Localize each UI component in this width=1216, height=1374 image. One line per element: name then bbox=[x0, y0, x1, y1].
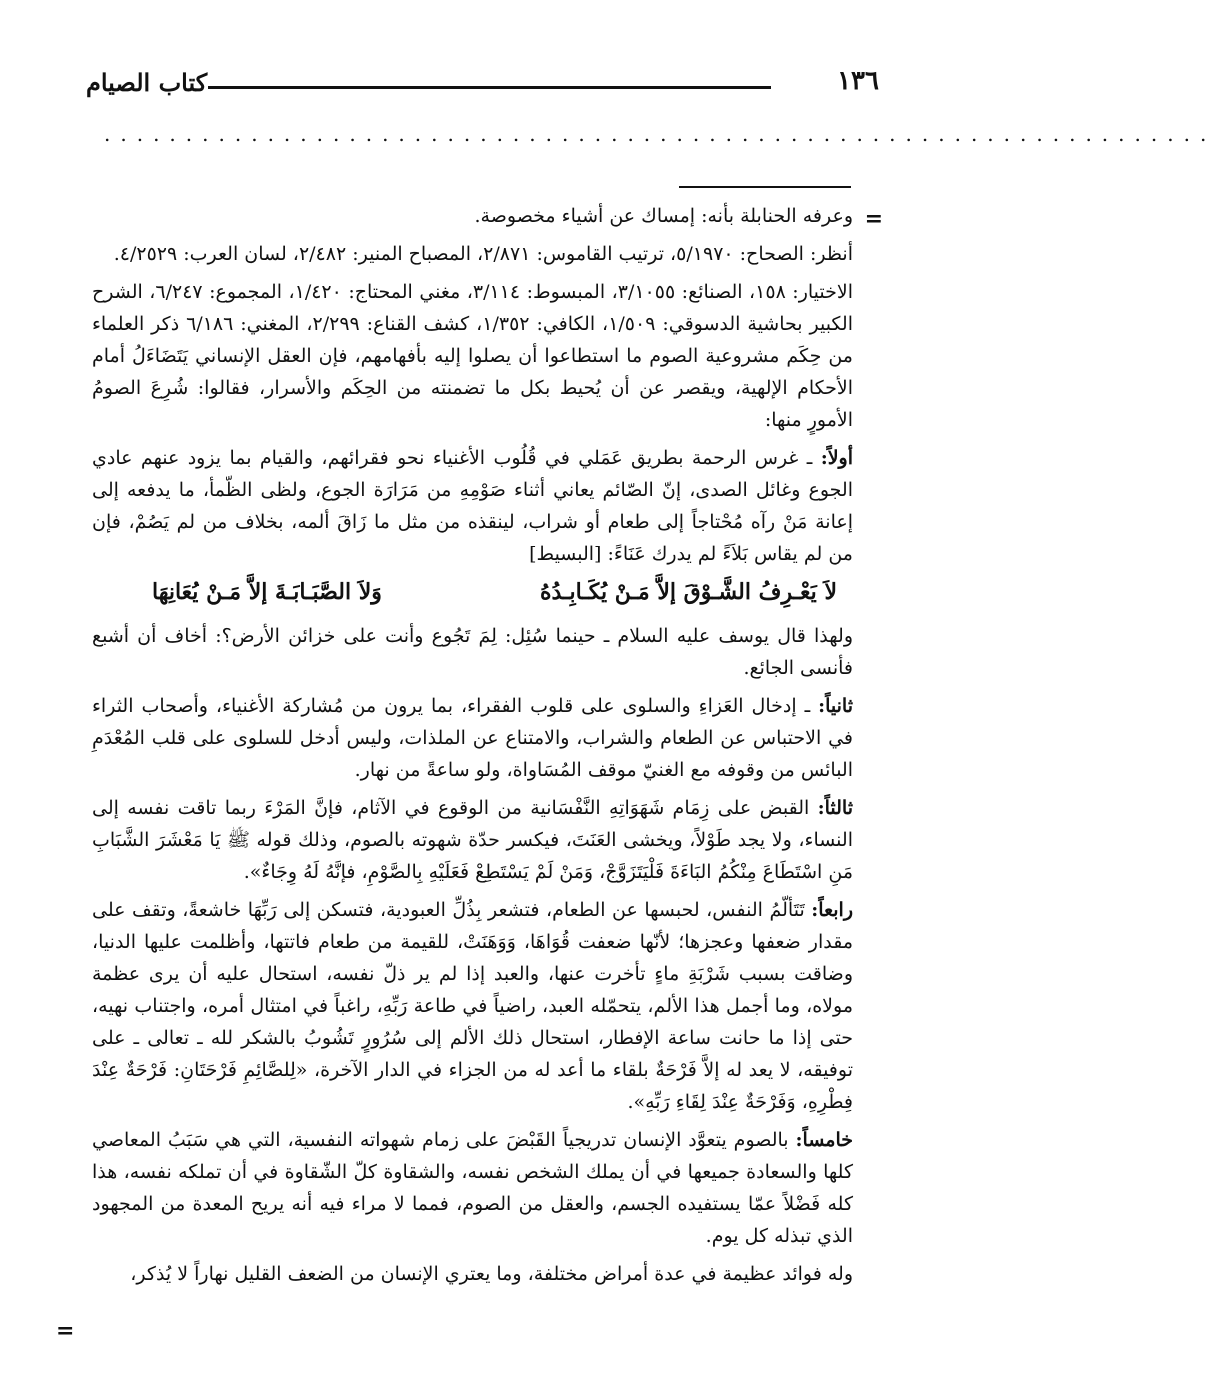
paragraph-text: ـ غرس الرحمة بطريق عَمَلي في قُلُوب الأغنياء نحو فقرائهم، والقيام بما يزود عنهم عادي الجوع وغائل الصدى، إنّ الصّائم يعاني أثناء صَوْمِهِ من مَرَارَة الجوع، ولظى الظّمأ، ما يدفعه إلى إعانة مَنْ رآه مُحْتاجاً إلى طعام أو شراب، لينقذه من مثل ما زَاقَ ألمه، بخلاف من لم يَصُمْ، فإن من لم يقاس بَلاَءً لم يدرك عَنَاءً: [البسيط] bbox=[92, 447, 853, 565]
paragraph-text: بالصوم يتعوَّد الإنسان تدريجياً القَبْضَ على زمام شهواته النفسية، التي هي سَبَبُ المعاصي كلها والسعادة جميعها في أن يملك الشخص نفسه، والشقاوة كلّ الشّقاوة في أن تملكه نفسه، هذا كله فَضْلاً عمّا يستفيده الجسم، والعقل من الصوم، فمما لا مراء فيه أنه يريح المعدة من المجهود الذي تبذله كل يوم. bbox=[92, 1129, 853, 1247]
paragraph-text: القبض على زِمَام شَهَوَاتِهِ النَّفْسَانية من الوقوع في الآثام، فإنَّ المَرْءَ ربما تاقت نفسه إلى النساء، ولا يجد طَوْلاً، ويخشى العَنَتَ، فيكسر حدّة شهوته بالصوم، وذلك قوله ﷺ يَا مَعْشَرَ الشَّبَابِ مَنِ اسْتَطَاعَ مِنْكُمُ البَاءَةَ فَلْيَتَزَوَّجْ، وَمَنْ لَمْ يَسْتَطِعْ فَعَلَيْهِ بِالصَّوْمِ، فإنَّهُ لَهُ وِجَاءٌ». bbox=[92, 797, 853, 883]
paragraph bbox=[92, 690, 853, 786]
paragraph-lead: خامساً: bbox=[795, 1129, 853, 1151]
paragraph-text: أنظر: الصحاح: ٥/١٩٧٠، ترتيب القاموس: ٢/٨٧١، المصباح المنير: ٢/٤٨٢، لسان العرب: ٤/٢٥٢٩. bbox=[113, 243, 853, 265]
paragraph bbox=[92, 1258, 853, 1290]
header-rule bbox=[208, 86, 771, 89]
paragraph-text: وله فوائد عظيمة في عدة أمراض مختلفة، وما يعتري الإنسان من الضعف القليل نهاراً لا يُذكر، bbox=[130, 1263, 853, 1285]
page-number: ١٣٦ bbox=[837, 66, 879, 96]
paragraph bbox=[92, 620, 853, 684]
paragraph bbox=[92, 238, 853, 270]
verse-first-hemistich: لاَ يَعْـرِفُ الشَّـوْقَ إلاَّ مَـنْ يُكَـابِـدُهُ bbox=[540, 579, 837, 605]
paragraph-text: ـ إدخال العَزاءِ والسلوى على قلوب الفقراء، بما يرون من مُشاركة الأغنياء، وأصحاب الثراء في الاحتباس عن الطعام والشراب، والامتناع عن الملذات، وليس أدخل للسلوى على قلب المُعْدَمِ البائس من وقوفه مع الغنيّ موقف المُسَاواة، ولو ساعةً من نهار. bbox=[92, 695, 853, 781]
continuation-mark-top: = bbox=[864, 206, 883, 232]
book-title: كتاب الصيام bbox=[86, 68, 208, 97]
paragraph bbox=[92, 1124, 853, 1252]
paragraph-text: الاختيار: ١٥٨، الصنائع: ٣/١٠٥٥، المبسوط: ٣/١١٤، مغني المحتاج: ١/٤٢٠، المجموع: ٦/٢٤٧، الشرح الكبير بحاشية الدسوقي: ١/٥٠٩، الكافي: ١/٣٥٢، كشف القناع: ٢/٢٩٩، المغني: ٦/١٨٦ ذكر العلماء من حِكَم مشروعية الصوم ما استطاعوا أن يصلوا إليه بأفهامهم، فإن العقل الإنساني يَتَضَاءَلُ أمام الأحكام الإلهية، ويقصر عن أن يُحيط بكل ما تضمنته من الحِكَم والأسرار، فقالوا: شُرِعَ الصومُ الأمورٍ منها: bbox=[92, 281, 853, 431]
dotted-separator: .................................................................... bbox=[104, 122, 1216, 146]
paragraph bbox=[92, 894, 853, 1118]
footnote-rule bbox=[679, 186, 851, 188]
paragraph-text: تَتَألّمُ النفس، لحبسها عن الطعام، فتشعر بِذُلِّ العبودية، فتسكن إلى رَبِّهَا خاشعةً، وتقف على مقدار ضعفها وعجزها؛ لأنّها ضعفت قُوَاهَا، وَوَهَنَتْ، للقيمة من طعام فاتتها، وأظلمت عليها الدنيا، وضاقت بسبب شَرْبَةِ ماءٍ تأخرت عنها، والعبد إذا لم ير ذلّ نفسه، استحال عليه أن يرى عظمة مولاه، وما أجمل هذا الألم، يتحمّله العبد، راضياً في طاعة رَبِّهِ، راغباً في امتثال أمره، واجتناب نهيه، حتى إذا ما حانت ساعة الإفطار، استحال ذلك الألم إلى سُرُورٍ تَشُوبُ بالشكر لله ـ تعالى ـ على توفيقه، لا يعد له إلاَّ فَرْحَةٌ بلقاء ما أعد له من الجزاء في الدار الآخرة، «لِلصَّائِمِ فَرْحَتَانِ: فَرْحَةٌ عِنْدَ فِطْرِهِ، وَفَرْحَةٌ عِنْدَ لِقَاءِ رَبِّهِ». bbox=[92, 899, 853, 1113]
footnote-body bbox=[92, 200, 853, 1296]
paragraph-text: وعرفه الحنابلة بأنه: إمساك عن أشياء مخصوصة. bbox=[474, 205, 853, 227]
verse-second-hemistich: وَلاَ الصَّبَـابَـةَ إلاَّ مَـنْ يُعَانِهَا bbox=[152, 579, 382, 605]
page-header bbox=[86, 62, 879, 102]
paragraph-text: ولهذا قال يوسف عليه السلام ـ حينما سُئِل: لِمَ تَجُوع وأنت على خزائن الأرض؟: أخاف أن أشبع فأنسى الجائع. bbox=[92, 625, 853, 679]
poetry-verse bbox=[92, 576, 853, 608]
paragraph-lead: ثالثاً: bbox=[817, 797, 853, 819]
paragraph bbox=[92, 200, 853, 232]
paragraph-lead: رابعاً: bbox=[811, 899, 853, 921]
paragraph bbox=[92, 792, 853, 888]
paragraph bbox=[92, 276, 853, 436]
paragraph-lead: ثانياً: bbox=[818, 695, 853, 717]
paragraph bbox=[92, 442, 853, 570]
paragraph-lead: أولاً: bbox=[820, 447, 853, 469]
continuation-mark-bottom: = bbox=[56, 1318, 75, 1344]
